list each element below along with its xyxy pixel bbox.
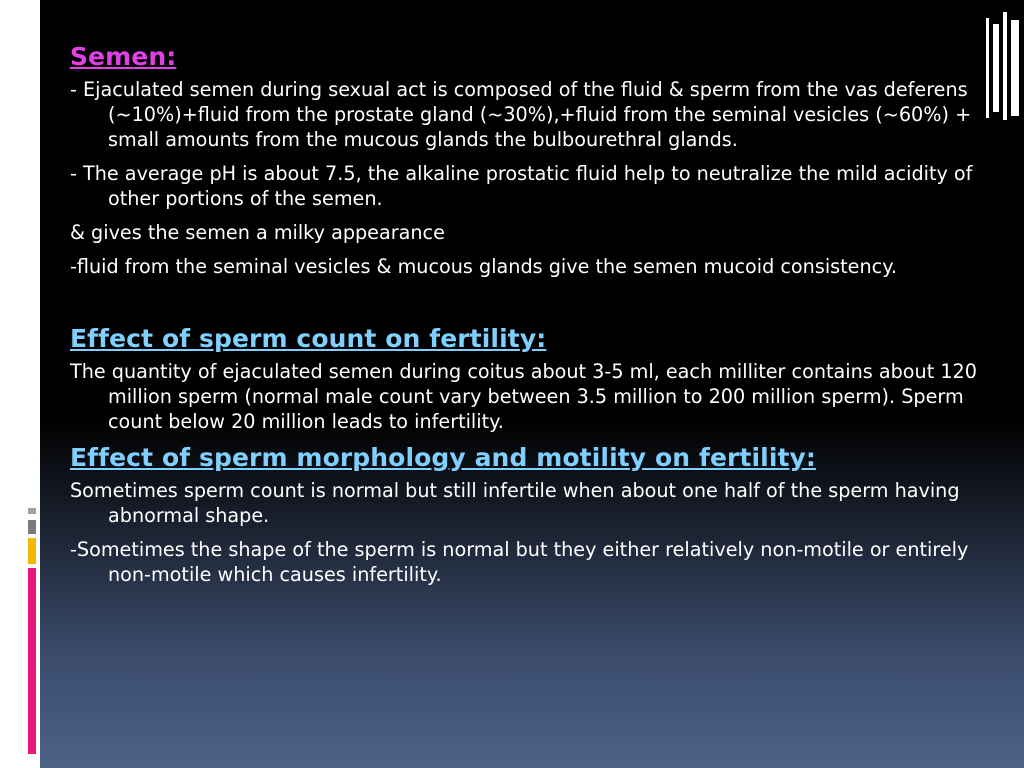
semen-appearance-text: & gives the semen a milky appearance — [70, 221, 445, 244]
heading-semen: Semen: — [70, 42, 177, 71]
sperm-count-text: The quantity of ejaculated semen during coitus about 3-5 ml, each milliter contains about 120 million sperm (normal male count vary between 3.5 million to 200 million sperm). Sperm count below 20 million leads to infertility. — [70, 360, 977, 433]
decor-stripe-4 — [1011, 20, 1019, 116]
semen-composition-text: - Ejaculated semen during sexual act is composed of the fluid & sperm from the vas deferens (~10%)+fluid from the prostate gland (~30%),+fluid from the seminal vesicles (~60%) + small amounts from the mucous glands the bulbourethral glands. — [70, 78, 972, 151]
accent-bar-gray — [28, 520, 36, 534]
slide-content — [70, 42, 1000, 596]
decor-stripe-3 — [1003, 12, 1007, 120]
accent-bar-gray-2 — [28, 508, 36, 514]
heading-morphology-motility: Effect of sperm morphology and motility on fertility: — [70, 443, 817, 472]
accent-bar-yellow — [28, 538, 36, 564]
heading-sperm-count: Effect of sperm count on fertility: — [70, 324, 547, 353]
accent-bar-pink — [28, 568, 36, 754]
section-gap — [70, 288, 1000, 324]
semen-ph-text: - The average pH is about 7.5, the alkaline prostatic fluid help to neutralize the mild acidity of other portions of the semen. — [70, 162, 973, 210]
semen-consistency-text: -fluid from the seminal vesicles & mucous glands give the semen mucoid consistency. — [70, 255, 897, 278]
slide — [40, 0, 1024, 768]
morphology-text: Sometimes sperm count is normal but still infertile when about one half of the sperm having abnormal shape. — [70, 479, 960, 527]
motility-text: -Sometimes the shape of the sperm is normal but they either relatively non-motile or entirely non-motile which causes infertility. — [70, 538, 969, 586]
